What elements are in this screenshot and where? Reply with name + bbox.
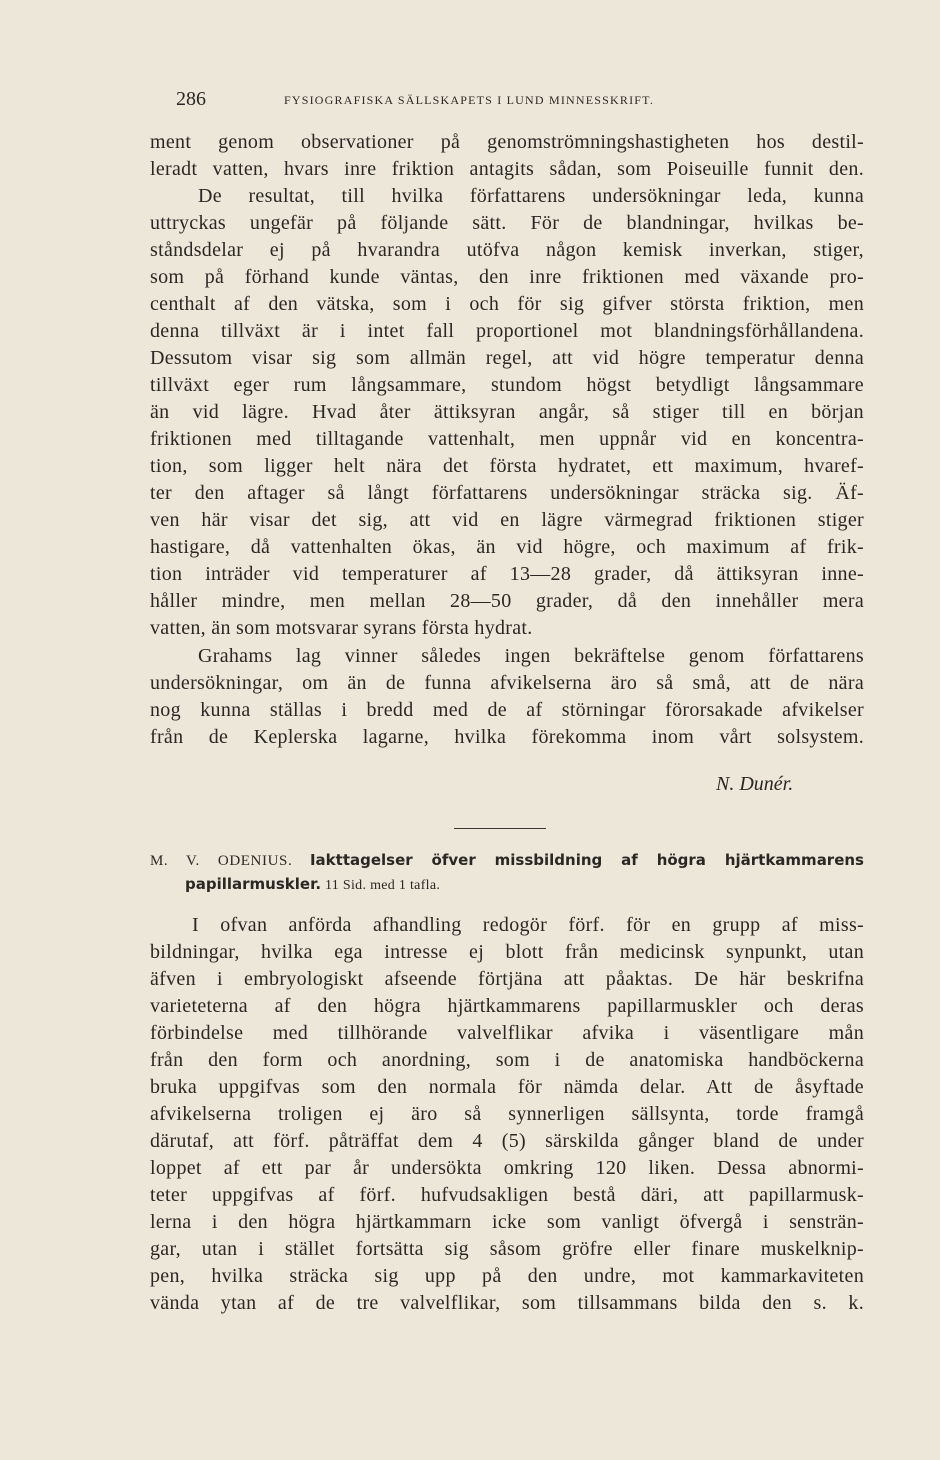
signature: N. Dunér. — [716, 773, 794, 795]
text-line: från den form och anordning, som i de anatomiska handböckerna — [150, 1049, 864, 1071]
text-line: därutaf, att förf. påträffat dem 4 (5) särskilda gånger bland de under — [150, 1130, 864, 1152]
entry-line-1 — [150, 851, 864, 875]
page-header — [176, 88, 766, 112]
paragraph-review — [150, 912, 864, 1317]
entry-title-continued: papillarmuskler. — [185, 875, 322, 893]
running-head: FYSIOGRAFISKA SÄLLSKAPETS I LUND MINNESSKRIFT. — [284, 93, 655, 107]
text-line: I ofvan anförda afhandling redogör förf. för en grupp af miss- — [192, 914, 864, 936]
text-line: undersökningar, om än de funna afvikelserna äro så små, att de nära — [150, 672, 864, 694]
entry-line-2 — [150, 875, 864, 899]
text-line: teter uppgifvas af förf. hufvudsakligen bestå däri, att papillarmusk- — [150, 1184, 864, 1206]
text-line: vatten, än som motsvarar syrans första hydrat. — [150, 617, 533, 639]
text-line: äfven i embryologiskt afseende förtjäna att påaktas. De här beskrifna — [150, 968, 864, 990]
text-line: loppet af ett par år undersökta omkring 120 liken. Dessa abnormi- — [150, 1157, 864, 1179]
text-line: ment genom observationer på genomströmningshastigheten hos destil- — [150, 131, 864, 153]
paragraph-viscosity-results — [150, 129, 864, 642]
entry-author: M. V. ODENIUS. — [150, 853, 293, 869]
text-line: friktionen med tilltagande vattenhalt, men uppnår vid en koncentra- — [150, 428, 864, 450]
text-line: lerna i den högra hjärtkammarn icke som vanligt öfvergå i sensträn- — [150, 1211, 864, 1233]
text-line: som på förhand kunde väntas, den inre friktionen med växande pro- — [150, 266, 864, 288]
entry-title: Iakttagelser öfver missbildning af högra hjärtkammarens — [309, 851, 864, 869]
text-line: pen, hvilka sträcka sig upp på den undre, mot kammarkaviteten — [150, 1265, 864, 1287]
entry-pages-info: 11 Sid. med 1 tafla. — [325, 878, 441, 893]
section-divider — [454, 828, 546, 829]
bibliographic-entry — [150, 851, 864, 899]
paragraph-grahams-law — [150, 643, 864, 751]
text-line: denna tillväxt är i intet fall proportionel mot blandningsförhållandena. — [150, 320, 864, 342]
text-line: bruka uppgifvas som den normala för nämda delar. Att de åsyftade — [150, 1076, 864, 1098]
text-line: förbindelse med tillhörande valvelflikar afvika i väsentligare mån — [150, 1022, 864, 1044]
text-line: nog kunna ställas i bredd med de af störningar förorsakade afvikelser — [150, 699, 864, 721]
text-line: De resultat, till hvilka författarens undersökningar leda, kunna — [198, 185, 864, 207]
text-line: tion inträder vid temperaturer af 13—28 grader, då ättiksyran inne- — [150, 563, 864, 585]
text-line: centhalt af den vätska, som i och för sig gifver största friktion, men — [150, 293, 864, 315]
text-line: hastigare, då vattenhalten ökas, än vid högre, och maximum af frik- — [150, 536, 864, 558]
text-line: tion, som ligger helt nära det första hydratet, ett maximum, hvaref- — [150, 455, 864, 477]
text-line: än vid lägre. Hvad åter ättiksyran angår, så stiger till en början — [150, 401, 864, 423]
text-line: leradt vatten, hvars inre friktion antagits sådan, som Poiseuille funnit den. — [150, 158, 864, 180]
text-line: ter den aftager så långt författarens undersökningar sträcka sig. Äf- — [150, 482, 864, 504]
text-line: varieteterna af den högra hjärtkammarens papillarmuskler och deras — [150, 995, 864, 1017]
text-line: uttryckas ungefär på följande sätt. För de blandningar, hvilkas be- — [150, 212, 864, 234]
text-line: ståndsdelar ej på hvarandra utöfva någon kemisk inverkan, stiger, — [150, 239, 864, 261]
text-line: vända ytan af de tre valvelflikar, som tillsammans bilda den s. k. — [150, 1292, 864, 1314]
text-line: ven här visar det sig, att vid en lägre värmegrad friktionen stiger — [150, 509, 864, 531]
text-line: bildningar, hvilka ega intresse ej blott från medicinsk synpunkt, utan — [150, 941, 864, 963]
text-line: gar, utan i stället fortsätta sig såsom gröfre eller finare muskelknip- — [150, 1238, 864, 1260]
text-line: tillväxt eger rum långsammare, stundom högst betydligt långsammare — [150, 374, 864, 396]
text-line: Dessutom visar sig som allmän regel, att vid högre temperatur denna — [150, 347, 864, 369]
text-line: Grahams lag vinner således ingen bekräftelse genom författarens — [198, 645, 864, 667]
text-line: från de Keplerska lagarne, hvilka förekomma inom vårt solsystem. — [150, 726, 864, 748]
text-line: håller mindre, men mellan 28—50 grader, då den innehåller mera — [150, 590, 864, 612]
text-line: afvikelserna troligen ej äro så synnerligen sällsynta, torde framgå — [150, 1103, 864, 1125]
page-number: 286 — [176, 88, 206, 110]
